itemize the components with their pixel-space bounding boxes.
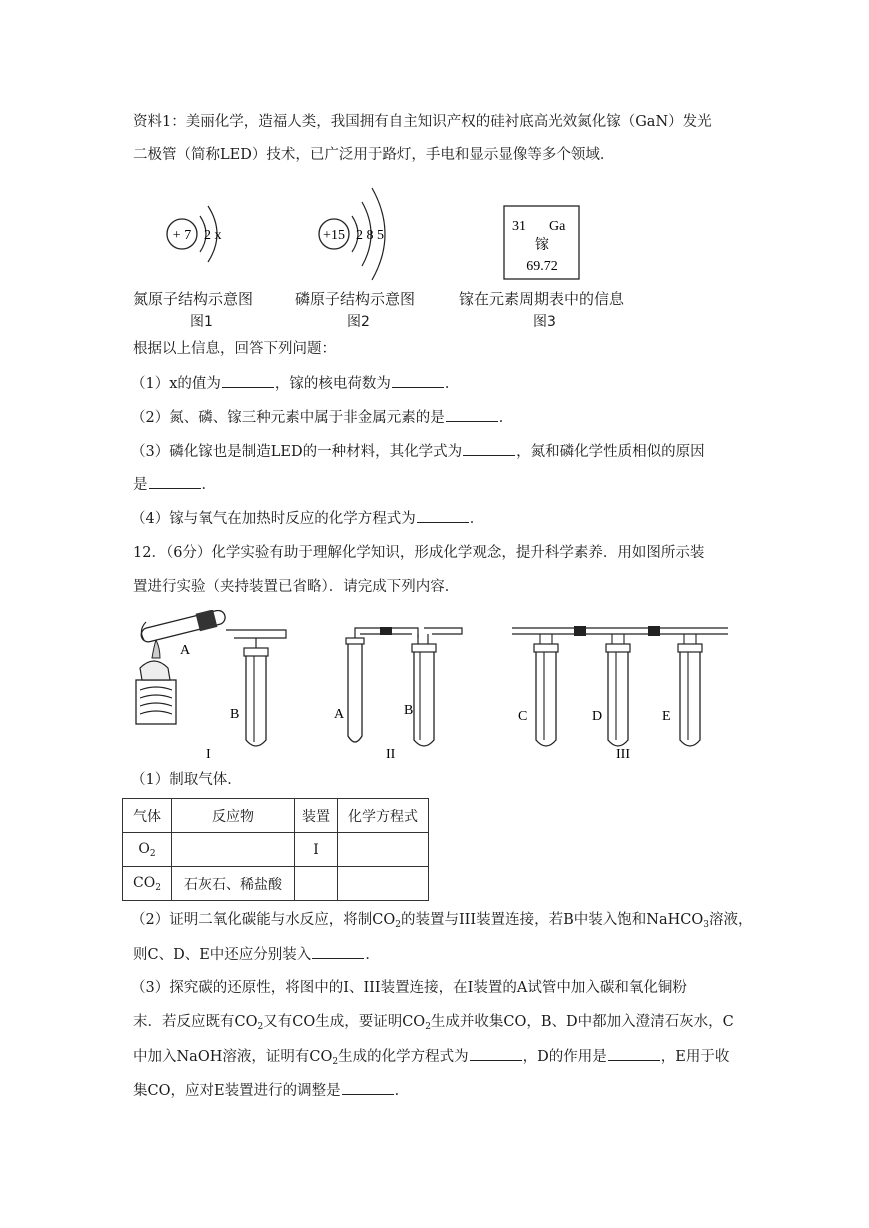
gallium-number: 31 bbox=[512, 219, 526, 234]
roman-I: I bbox=[206, 747, 211, 762]
nitrogen-atom-diagram bbox=[160, 188, 250, 280]
apparatus-II bbox=[334, 627, 462, 762]
answer-blank[interactable] bbox=[417, 508, 469, 523]
apparatus-III bbox=[512, 626, 728, 762]
table-row bbox=[123, 833, 429, 867]
label-III-E: E bbox=[662, 709, 671, 724]
answer-blank[interactable] bbox=[149, 474, 201, 489]
figure-3-label: 图3 bbox=[533, 314, 556, 330]
table-header-cell: 化学方程式 bbox=[338, 799, 429, 833]
answer-blank[interactable] bbox=[312, 944, 364, 959]
answer-blank[interactable] bbox=[222, 373, 274, 388]
gallium-periodic-cell bbox=[503, 205, 581, 281]
q11-part-4: （4）镓与氧气在加热时反应的化学方程式为 ． bbox=[131, 508, 484, 529]
roman-III: III bbox=[616, 747, 630, 762]
label-II-A: A bbox=[334, 707, 345, 722]
figure-1-label: 图1 bbox=[190, 314, 213, 330]
phosphorus-atom-diagram bbox=[312, 178, 422, 282]
intro-line-2: 二极管（简称LED）技术，已广泛用于路灯，手电和显示显像等多个领域． bbox=[133, 147, 615, 163]
q12-part-2-cont: 则C、D、E中还应分别装入 ． bbox=[133, 944, 380, 965]
answer-blank[interactable] bbox=[463, 441, 515, 456]
figure-2-label: 图2 bbox=[347, 314, 370, 330]
table-header-row bbox=[123, 799, 429, 833]
q12-part-3-line-2: 末．若反应既有$CO_2$又有CO生成，要证明$CO_2$生成并收集CO，B、D中都加入澄清石灰水，C bbox=[133, 1014, 734, 1032]
answer-blank[interactable] bbox=[470, 1046, 522, 1061]
nitrogen-shells: 2 x bbox=[204, 228, 222, 243]
answer-blank[interactable] bbox=[446, 407, 498, 422]
answer-blank[interactable] bbox=[608, 1046, 660, 1061]
table-cell-gas: $O_2$ bbox=[123, 833, 172, 867]
answer-blank[interactable] bbox=[342, 1080, 394, 1095]
q11-part-1: （1）x的值为 ，镓的核电荷数为 ． bbox=[131, 373, 459, 394]
q12-line-1: 12．（6分）化学实验有助于理解化学知识，形成化学观念，提升科学素养．用如图所示装 bbox=[133, 545, 705, 561]
q12-line-2: 置进行实验（夹持装置已省略）．请完成下列内容． bbox=[133, 579, 460, 595]
phosphorus-nucleus: +15 bbox=[323, 228, 345, 243]
label-I-B: B bbox=[230, 707, 240, 722]
q12-part-1: （1）制取气体． bbox=[131, 772, 242, 788]
gallium-name: 镓 bbox=[535, 238, 549, 253]
phosphorus-shells: 2 8 5 bbox=[356, 228, 384, 243]
label-III-D: D bbox=[592, 709, 603, 724]
q11-prompt: 根据以上信息，回答下列问题： bbox=[133, 341, 336, 357]
apparatus-I bbox=[136, 610, 286, 762]
table-header-cell: 气体 bbox=[123, 799, 172, 833]
label-I-A: A bbox=[180, 643, 191, 658]
phosphorus-caption: 磷原子结构示意图 bbox=[295, 290, 416, 308]
table-row bbox=[123, 867, 429, 901]
apparatus-figure bbox=[128, 610, 734, 762]
table-cell-device[interactable] bbox=[295, 867, 338, 901]
answer-blank[interactable] bbox=[392, 373, 444, 388]
table-cell-equation[interactable] bbox=[338, 867, 429, 901]
roman-II: II bbox=[386, 747, 396, 762]
q11-part-2: （2）氮、磷、镓三种元素中属于非金属元素的是 ． bbox=[131, 407, 513, 428]
table-header-cell: 装置 bbox=[295, 799, 338, 833]
q12-part-3-line-1: （3）探究碳的还原性，将图中的I、III装置连接，在I装置的A试管中加入碳和氧化铜粉 bbox=[131, 980, 687, 996]
gallium-symbol: Ga bbox=[549, 219, 566, 234]
table-cell-gas: $CO_2$ bbox=[123, 867, 172, 901]
q11-part-3: （3）磷化镓也是制造LED的一种材料，其化学式为 ，氮和磷化学性质相似的原因 bbox=[131, 441, 705, 462]
table-cell-reactant: 石灰石、稀盐酸 bbox=[172, 867, 295, 901]
q12-part-3-line-3: 中加入NaOH溶液，证明有$CO_2$生成的化学方程式为 ，D的作用是 ，E用于收 bbox=[133, 1046, 729, 1072]
label-II-B: B bbox=[404, 703, 414, 718]
table-cell-device: I bbox=[295, 833, 338, 867]
label-III-C: C bbox=[518, 709, 528, 724]
gallium-mass: 69.72 bbox=[526, 259, 558, 274]
gas-preparation-table bbox=[122, 798, 429, 901]
table-header-cell: 反应物 bbox=[172, 799, 295, 833]
nitrogen-caption: 氮原子结构示意图 bbox=[133, 290, 254, 308]
nitrogen-nucleus: + 7 bbox=[172, 228, 192, 243]
gallium-caption: 镓在元素周期表中的信息 bbox=[459, 290, 625, 308]
intro-line-1: 资料1：美丽化学，造福人类，我国拥有自主知识产权的硅衬底高光效氮化镓（GaN）发光 bbox=[133, 114, 712, 130]
q11-part-3-cont: 是 ． bbox=[133, 474, 216, 495]
table-cell-equation[interactable] bbox=[338, 833, 429, 867]
q12-part-2: （2）证明二氧化碳能与水反应，将制$CO_2$的装置与III装置连接，若B中装入饱和NaHCO$_3$溶液， bbox=[131, 912, 753, 930]
table-cell-reactant[interactable] bbox=[172, 833, 295, 867]
q12-part-3-line-4: 集CO，应对E装置进行的调整是 ． bbox=[133, 1080, 409, 1101]
